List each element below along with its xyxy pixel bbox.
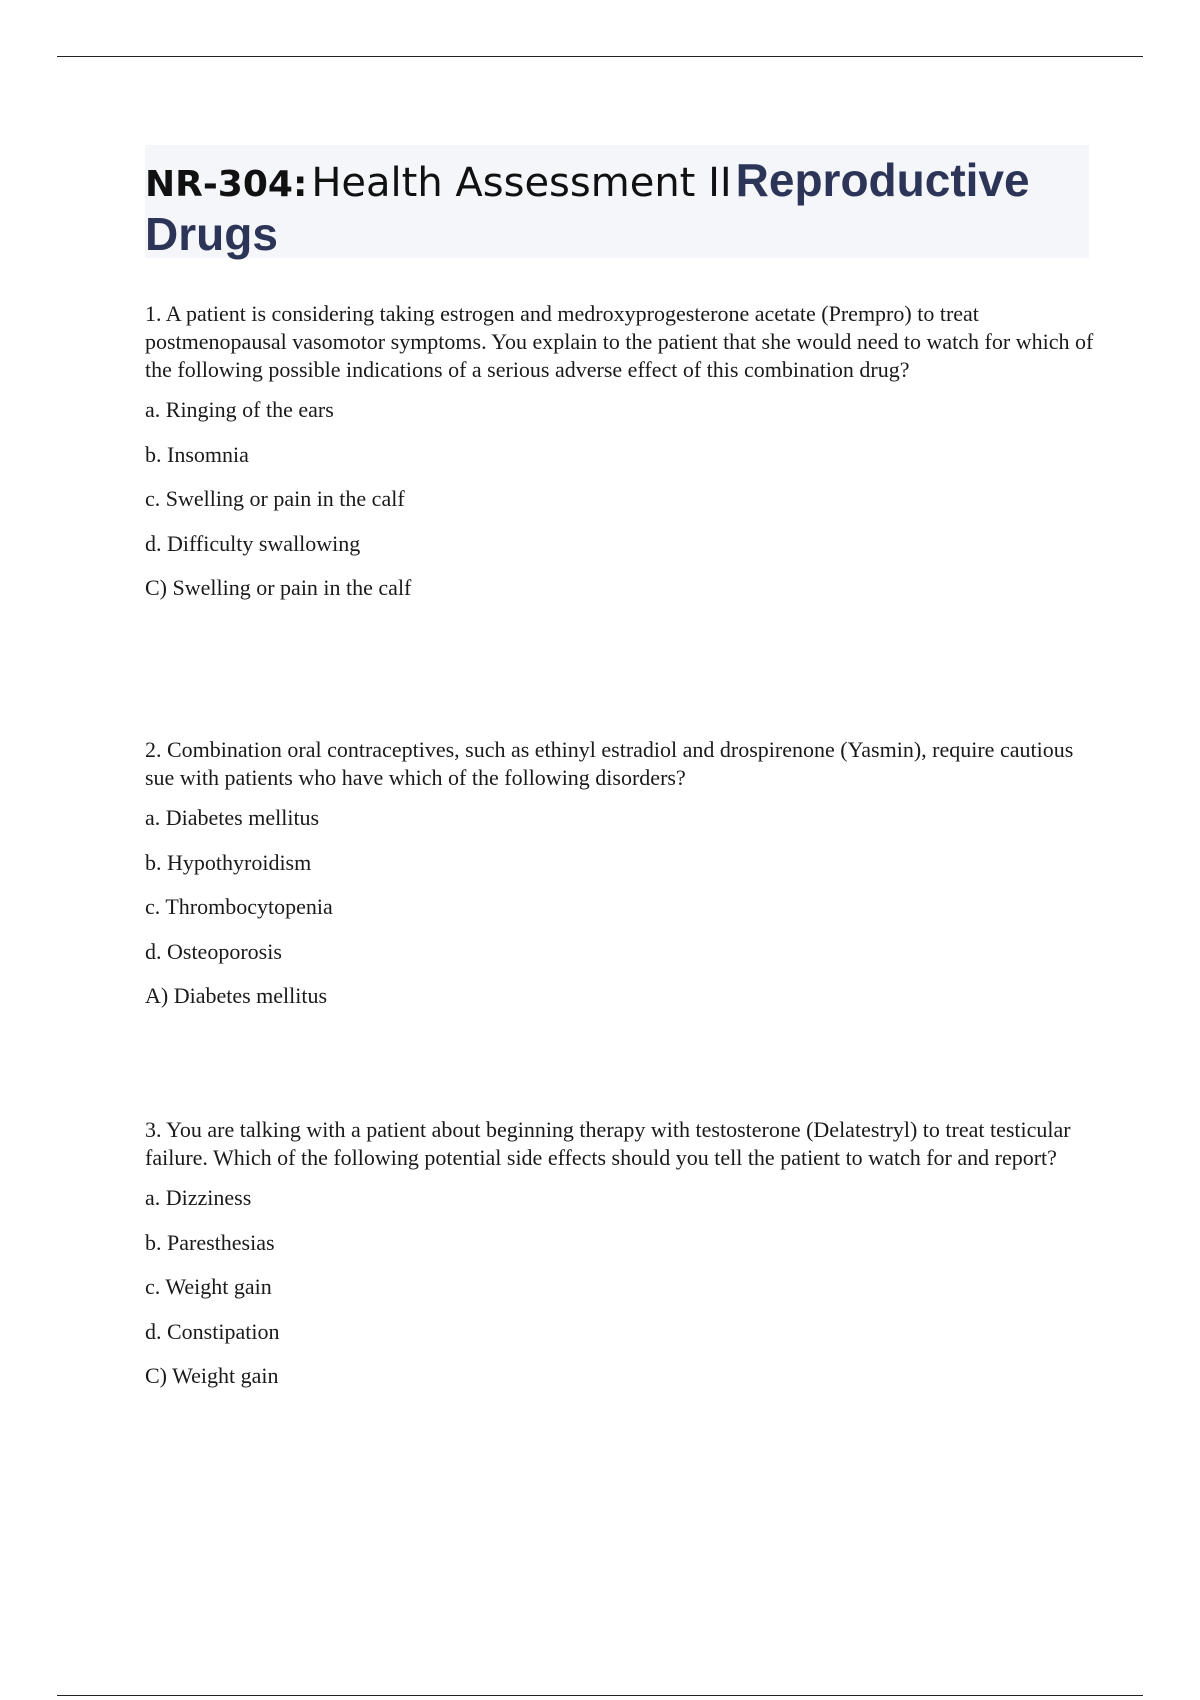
question-3 (145, 1116, 1095, 1390)
correct-answer: C) Swelling or pain in the calf (145, 575, 412, 600)
title-line-1 (145, 151, 1089, 209)
answer-option: b. Hypothyroidism (145, 849, 312, 875)
question-stem: 1. A patient is considering taking estrogen and medroxyprogesterone acetate (Prempro) to treat postmenopausal vasomotor symptoms. You explain to the patient that she would need to watch for which of the following possible indications of a serious adverse effect of this combination drug? (145, 301, 1094, 382)
answer-option: a. Dizziness (145, 1185, 252, 1210)
title-topic: Reproductive (735, 154, 1030, 206)
answer-option: d. Constipation (145, 1318, 280, 1344)
answer-option: b. Insomnia (145, 441, 249, 467)
question-stem: 2. Combination oral contraceptives, such as ethinyl estradiol and drospirenone (Yasmin), require cautious sue with patients who have which of the following disorders? (145, 737, 1074, 790)
top-rule (57, 56, 1143, 57)
answer-option: d. Difficulty swallowing (145, 530, 361, 556)
answer-option: c. Thrombocytopenia (145, 894, 333, 919)
page-title (145, 145, 1089, 258)
question-1 (145, 300, 1095, 602)
title-topic-continued: Drugs (145, 208, 278, 260)
answer-option: a. Diabetes mellitus (145, 805, 320, 830)
correct-answer: A) Diabetes mellitus (145, 983, 328, 1008)
bottom-rule (57, 1695, 1143, 1696)
title-code: NR-304: (145, 164, 308, 205)
question-stem: 3. You are talking with a patient about beginning therapy with testosterone (Delatestryl) to treat testicular failure. Which of the following potential side effects should you tell the patient to watch for and report? (145, 1117, 1071, 1170)
question-2 (145, 736, 1095, 1010)
answer-option: b. Paresthesias (145, 1229, 275, 1255)
answer-option: d. Osteoporosis (145, 938, 282, 964)
title-course: Health Assessment II (311, 160, 732, 206)
answer-option: c. Weight gain (145, 1274, 272, 1299)
answer-option: a. Ringing of the ears (145, 397, 334, 422)
correct-answer: C) Weight gain (145, 1363, 279, 1388)
title-line-2 (145, 209, 1089, 261)
answer-option: c. Swelling or pain in the calf (145, 486, 405, 511)
